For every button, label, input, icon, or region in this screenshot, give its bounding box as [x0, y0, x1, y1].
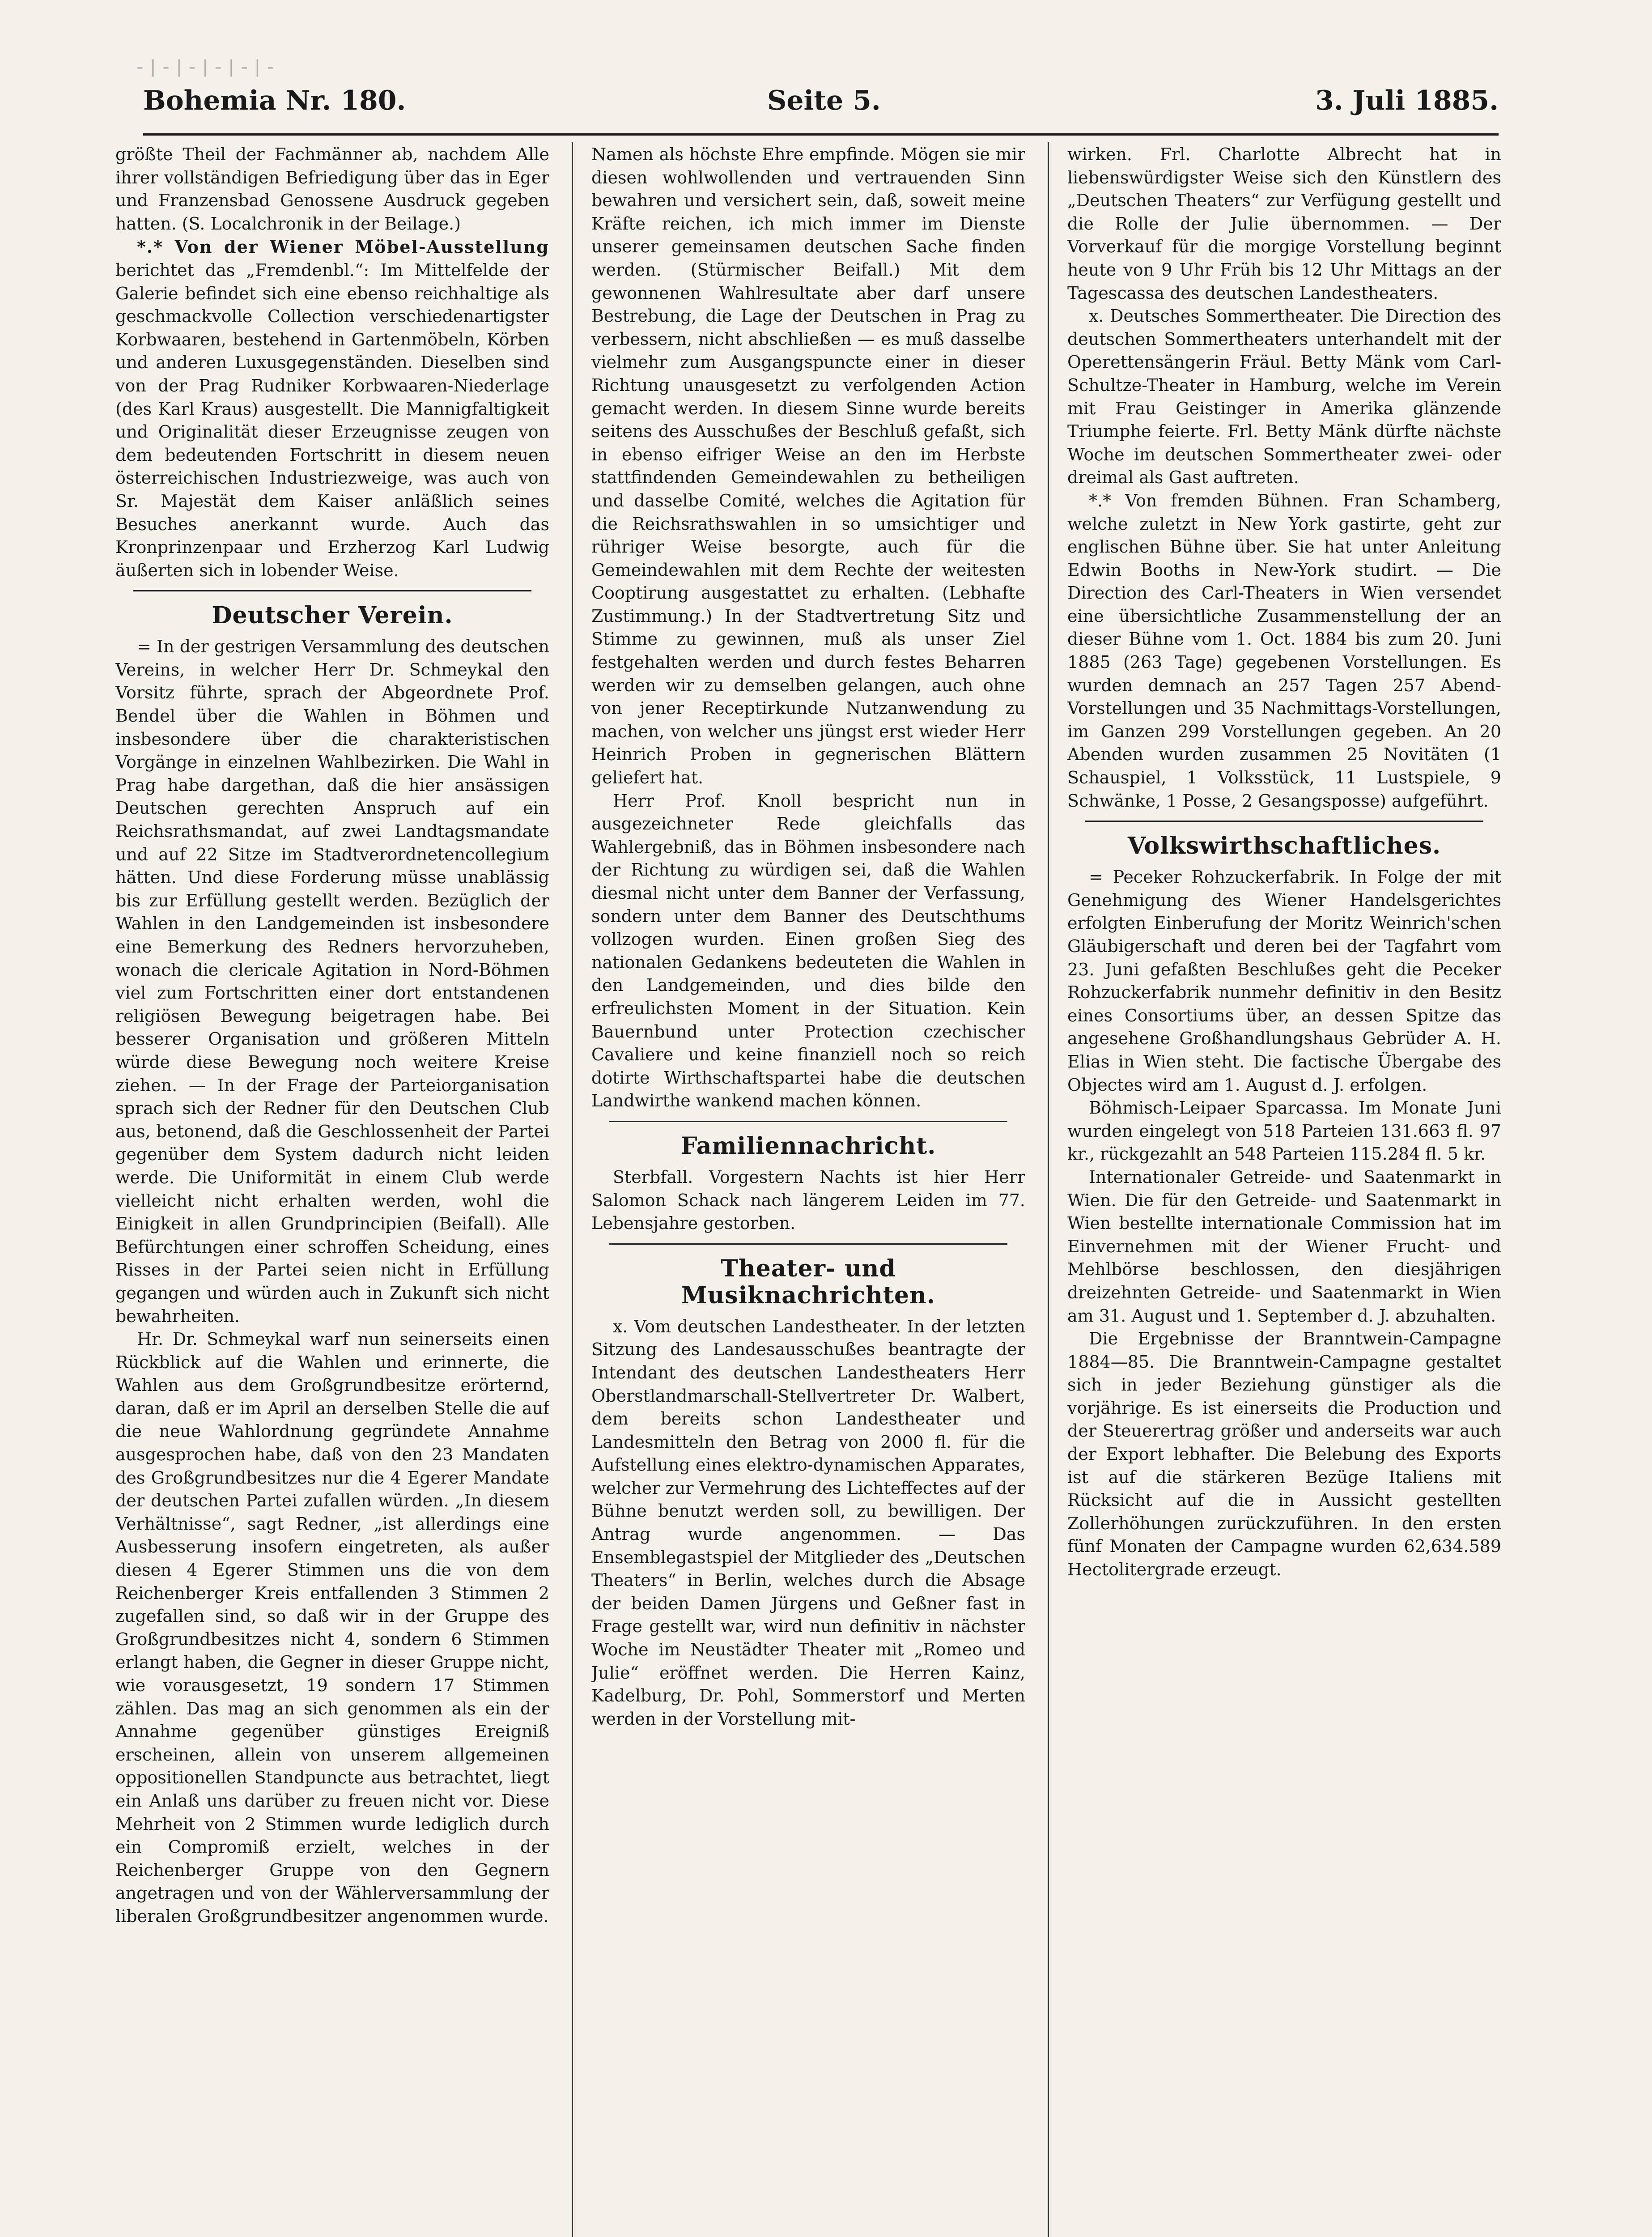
article-text: = In der gestrigen Versammlung des deutschen Vereins, in welcher Herr Dr. Schmeykal den Vorsitz führte, sprach der Abgeordnete Prof. Bendel über die Wahlen in Böhmen und insbesondere über die charakteristischen Vorgänge in einzelnen Wahlbezirken. Die Wahl in Prag habe dargethan, daß die hier ansässigen Deutschen gerechten Anspruch auf ein Reichsrathsmandat, auf zwei Landtagsmandate und auf 22 Sitze im Stadtverordnetencollegium hätten. Und diese Forderung müsse unablässig bis zur Erfüllung gestellt werden. Bezüglich der Wahlen in den Landgemeinden ist insbesondere eine Bemerkung des Redners hervorzuheben, wonach die clericale Agitation in Nord-Böhmen viel zum Fortschritten einer dort entstandenen religiösen Bewegung beigetragen habe. Bei besserer Organisation und größeren Mitteln würde diese Bewegung noch weitere Kreise ziehen. — In der Frage der Parteiorganisation sprach sich der Redner für den Deutschen Club aus, betonend, daß die Geschlossenheit der Partei gegenüber dem System dadurch nicht leiden werde. Die Uniformität in einem Club werde vielleicht nicht erhalten werden, wohl die Einigkeit in allen Grundprincipien (Beifall). Alle Befürchtungen einer schroffen Scheidung, eines Risses in der Partei seien nicht in Erfüllung gegangen und würden auch in Zukunft sich nicht bewahrheiten.	[115, 637, 549, 1326]
article-text	[115, 235, 549, 582]
column-2	[591, 143, 1025, 2237]
page-number: Seite 5.	[767, 85, 881, 116]
column-1	[115, 143, 549, 2237]
section-heading: Theater- und Musiknachrichten.	[681, 1255, 936, 1309]
column-3	[1067, 143, 1501, 2237]
page-header	[143, 85, 1499, 125]
section-rule	[609, 1243, 1007, 1245]
column-divider	[1048, 142, 1049, 2237]
issue-date: 3. Juli 1885.	[1315, 85, 1499, 116]
article-text: Namen als höchste Ehre empfinde. Mögen sie mir diesen wohlwollenden und vertrauenden Sinn bewahren und versichert sein, daß, soweit meine Kräfte reichen, ich mich immer im Dienste unserer gemeinsamen deutschen Sache finden werden. (Stürmischer Beifall.) Mit dem gewonnenen Wahlresultate aber darf unsere Bestrebung, die Lage der Deutschen in Prag zu verbessern, nicht abschließen — es muß dasselbe vielmehr zum Ausgangspuncte einer in dieser Richtung unausgesetzt zu verfolgenden Action gemacht werden. In diesem Sinne wurde bereits seitens des Ausschußes der Beschluß gefaßt, sich in ebenso eifriger Weise an den im Herbste stattfindenden Gemeindewahlen zu betheiligen und dasselbe Comité, welches die Agitation für die Reichsrathswahlen in so umsichtiger und rühriger Weise besorgte, auch für die Gemeindewahlen mit dem Rechte der weitesten Cooptirung ausgestattet zu erhalten. (Lebhafte Zustimmung.) In der Stadtvertretung Sitz und Stimme zu gewinnen, muß als unser Ziel festgehalten werden und durch festes Beharren werden wir zu demselben gelangen, auch ohne von jener Receptirkunde Nutzanwendung zu machen, von welcher uns jüngst erst wieder Herr Heinrich Proben in gegnerischen Blättern geliefert hat.	[591, 145, 1025, 788]
article-text: Böhmisch-Leipaer Sparcassa. Im Monate Juni wurden eingelegt von 518 Parteien 131.663 fl. 97 kr., rückgezahlt an 548 Parteien 115.284 fl. 5 kr.	[1067, 1098, 1501, 1164]
article-text: Die Ergebnisse der Branntwein-Campagne 1884—85. Die Branntwein-Campagne gestaltet sich in jeder Beziehung günstiger als die vorjährige. Es ist einerseits die Production und der Steuerertrag größer und anderseits war auch der Export lebhafter. Die Belebung des Exports ist auf die stärkeren Bezüge Italiens mit Rücksicht auf die in Aussicht gestellten Zollerhöhungen zurückzuführen. In den ersten fünf Monaten der Campagne wurden 62,634.589 Hectolitergrade erzeugt.	[1067, 1329, 1501, 1580]
article-text: Hr. Dr. Schmeykal warf nun seinerseits einen Rückblick auf die Wahlen und erinnerte, die Wahlen aus dem Großgrundbesitze erörternd, daran, daß er im April an derselben Stelle die auf die neue Wahlordnung gegründete Annahme ausgesprochen habe, daß von den 23 Mandaten des Großgrundbesitzes nur die 4 Egerer Mandate der deutschen Partei zufallen würden. „In diesem Verhältnisse“, sagt Redner, „ist allerdings eine Ausbesserung insofern eingetreten, als außer diesen 4 Egerer Stimmen uns die von dem Reichenberger Kreis entfallenden 3 Stimmen 2 zugefallen sind, so daß wir in der Gruppe des Großgrundbesitzes nicht 4, sondern 6 Stimmen erlangt haben, die Gegner in dieser Gruppe nicht, wie vorausgesetzt, 19 sondern 17 Stimmen zählen. Das mag an sich genommen als ein der Annahme gegenüber günstiges Ereigniß erscheinen, allein von unserem allgemeinen oppositionellen Standpuncte aus betrachtet, liegt ein Anlaß uns darüber zu freuen nicht vor. Diese Mehrheit von 2 Stimmen wurde lediglich durch ein Compromiß erzielt, welches in der Reichenberger Gruppe von den Gegnern angetragen und von der Wählerversammlung der liberalen Großgrundbesitzer angenommen wurde.	[115, 1329, 549, 1926]
section-heading: Volkswirthschaftliches.	[1127, 832, 1441, 860]
article-text: größte Theil der Fachmänner ab, nachdem Alle ihrer vollständigen Befriedigung über das in Eger und Franzensbad Genossene Ausdruck gegeben hatten. (S. Localchronik in der Beilage.)	[115, 145, 549, 234]
header-rule	[143, 133, 1499, 136]
article-text: wirken. Frl. Charlotte Albrecht hat in liebenswürdigster Weise sich den Künstlern des „Deutschen Theaters“ zur Verfügung gestellt und die Rolle der Julie übernommen. — Der Vorverkauf für die morgige Vorstellung beginnt heute von 9 Uhr Früh bis 12 Uhr Mittags an der Tagescassa des deutschen Landestheaters.	[1067, 145, 1501, 303]
article-text: *.* Von fremden Bühnen. Fran Schamberg, welche zuletzt in New York gastirte, geht zur englischen Bühne über. Sie hat unter Anleitung Edwin Booths in New-York studirt. — Die Direction des Carl-Theaters in Wien versendet eine übersichtliche Zusammenstellung der an dieser Bühne vom 1. Oct. 1884 bis zum 20. Juni 1885 (263 Tage) gegebenen Vorstellungen. Es wurden demnach an 257 Tagen 257 Abend-Vorstellungen und 35 Nachmittags-Vorstellungen, im Ganzen 299 Vorstellungen gegeben. An 20 Abenden wurden zusammen 25 Novitäten (1 Schauspiel, 1 Volksstück, 11 Lustspiele, 9 Schwänke, 1 Posse, 2 Gesangsposse) aufgeführt.	[1067, 490, 1501, 811]
section-heading: Deutscher Verein.	[212, 602, 453, 629]
section-rule	[1085, 821, 1483, 822]
section-rule	[609, 1121, 1007, 1122]
newspaper-issue: Bohemia Nr. 180.	[143, 85, 406, 116]
column-divider	[572, 142, 573, 2237]
article-lead: *.* Von der Wiener Möbel-Ausstellung	[137, 237, 549, 257]
article-text: Herr Prof. Knoll bespricht nun in ausgezeichneter Rede gleichfalls das Wahlergebniß, das in Böhmen insbesondere nach der Richtung zu würdigen sei, daß die Wahlen diesmal nicht unter dem Banner der Verfassung, sondern unter dem Banner des Deutschthums vollzogen wurden. Einen großen Sieg des nationalen Gedankens bedeuteten die Wahlen in den Landgemeinden, und dies bilde den erfreulichsten Moment in der Situation. Kein Bauernbund unter Protection czechischer Cavaliere und keine finanziell noch so reich dotirte Wirthschaftspartei habe die deutschen Landwirthe wankend machen können.	[591, 791, 1025, 1111]
archive-stamp: -|-|-|-|-|-	[134, 57, 278, 79]
article-text: Sterbfall. Vorgestern Nachts ist hier Herr Salomon Schack nach längerem Leiden im 77. Lebensjahre gestorben.	[591, 1167, 1025, 1233]
article-text: x. Deutsches Sommertheater. Die Direction des deutschen Sommertheaters unterhandelt mit der Operettensängerin Fräul. Betty Mänk vom Carl-Schultze-Theater in Hamburg, welche im Verein mit Frau Geistinger in Amerika glänzende Triumphe feierte. Frl. Betty Mänk dürfte nächste Woche im deutschen Sommertheater zwei- oder dreimal als Gast auftreten.	[1067, 306, 1501, 488]
section-heading: Familiennachricht.	[680, 1132, 936, 1160]
section-rule	[133, 590, 531, 591]
article-body: berichtet das „Fremdenbl.“: Im Mittelfelde der Galerie befindet sich eine ebenso reichhaltige als geschmackvolle Collection verschiedenartigster Korbwaaren, bestehend in Gartenmöbeln, Körben und anderen Luxusgegenständen. Dieselben sind von der Prag Rudniker Korbwaaren-Niederlage (des Karl Kraus) ausgestellt. Die Mannigfaltigkeit und Originalität dieser Erzeugnisse zeugen von dem bedeutenden Fortschritt in diesem neuen österreichischen Industriezweige, was auch von Sr. Majestät dem Kaiser anläßlich seines Besuches anerkannt wurde. Auch das Kronprinzenpaar und Erzherzog Karl Ludwig äußerten sich in lobender Weise.	[115, 260, 549, 580]
article-text: x. Vom deutschen Landestheater. In der letzten Sitzung des Landesausschußes beantragte der Intendant des deutschen Landestheaters Herr Oberstlandmarschall-Stellvertreter Dr. Walbert, dem bereits schon Landestheater und Landesmitteln den Betrag von 2000 fl. für die Aufstellung eines elektro-dynamischen Apparates, welcher zur Vermehrung des Lichteffectes auf der Bühne benutzt werden soll, zu bewilligen. Der Antrag wurde angenommen. — Das Ensemblegastspiel der Mitglieder des „Deutschen Theaters“ in Berlin, welches durch die Absage der beiden Damen Jürgens und Geßner fast in Frage gestellt war, wird nun definitiv in nächster Woche im Neustädter Theater mit „Romeo und Julie“ eröffnet werden. Die Herren Kainz, Kadelburg, Dr. Pohl, Sommerstorf und Merten werden in der Vorstellung mit-	[591, 1316, 1025, 1729]
article-text: = Peceker Rohzuckerfabrik. In Folge der mit Genehmigung des Wiener Handelsgerichtes erfolgten Einberufung der Moritz Weinrich'schen Gläubigerschaft und deren bei der Tagfahrt vom 23. Juni gefaßten Beschlußes geht die Peceker Rohzuckerfabrik nunmehr definitiv in den Besitz eines Consortiums über, an dessen Spitze das angesehene Großhandlungshaus Gebrüder A. H. Elias in Wien steht. Die factische Übergabe des Objectes wird am 1. August d. J. erfolgen.	[1067, 867, 1501, 1095]
article-text: Internationaler Getreide- und Saatenmarkt in Wien. Die für den Getreide- und Saatenmarkt in Wien bestellte internationale Commission hat im Einvernehmen mit der Wiener Frucht- und Mehlbörse beschlossen, den diesjährigen dreizehnten Getreide- und Saatenmarkt in Wien am 31. August und 1. September d. J. abzuhalten.	[1067, 1167, 1501, 1326]
